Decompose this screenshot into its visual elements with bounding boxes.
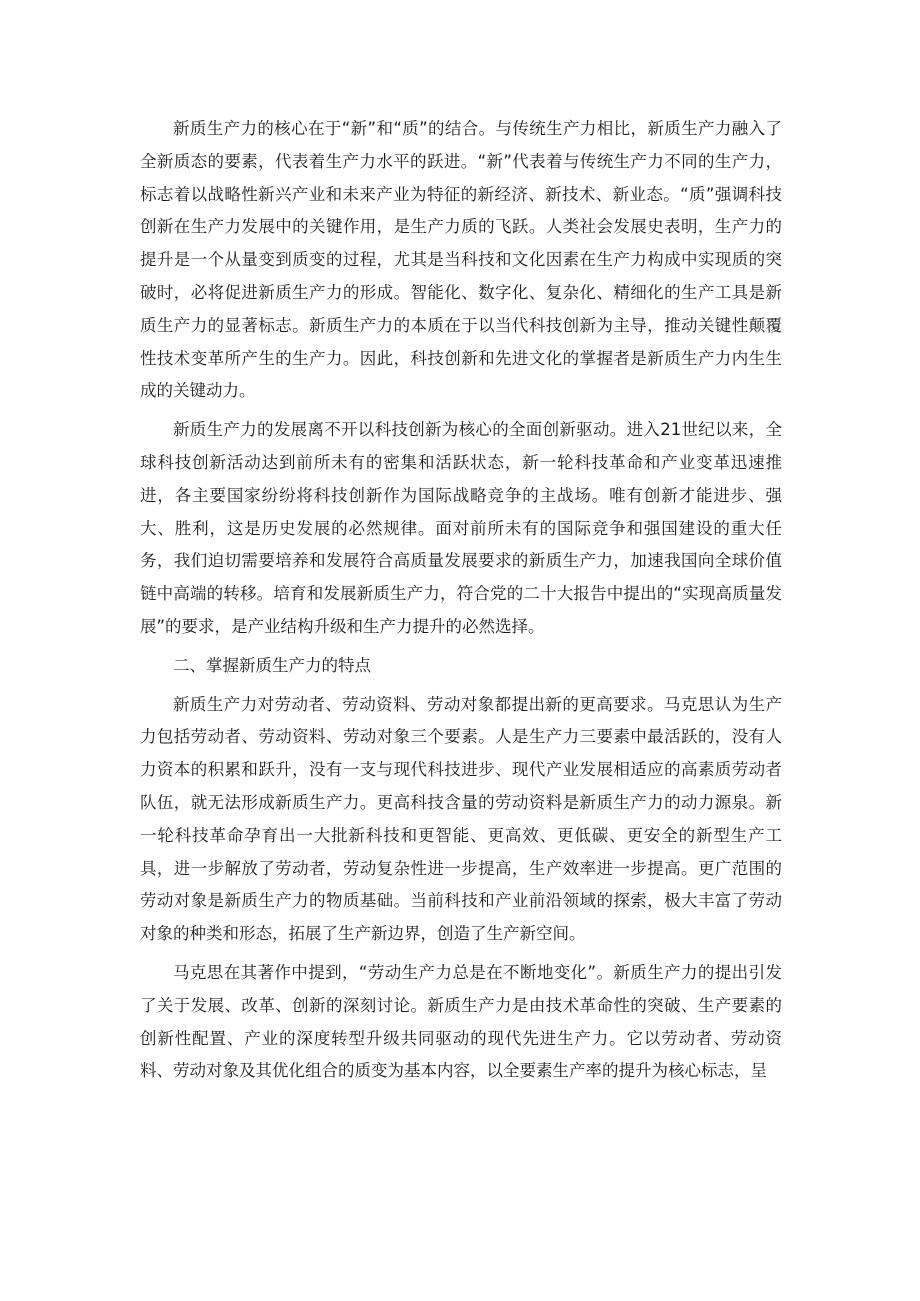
paragraph-labor-elements: 新质生产力对劳动者、劳动资料、劳动对象都提出新的更高要求。马克思认为生产力包括劳动者、劳动资料、劳动对象三个要素。人是生产力三要素中最活跃的，没有人力资本的积累和跃升，没有一支与现代科技进步、现代产业发展相适应的高素质劳动者队伍，就无法形成新质生产力。更高科技含量的劳动资料是新质生产力的动力源泉。新一轮科技革命孕育出一大批新科技和更智能、更高效、更低碳、更安全的新型生产工具，进一步解放了劳动者，劳动复杂性进一步提高，生产效率进一步提高。更广范围的劳动对象是新质生产力的物质基础。当前科技和产业前沿领域的探索，极大丰富了劳动对象的种类和形态，拓展了生产新边界，创造了生产新空间。 xyxy=(140,694,782,944)
paragraph-marx-quote: 马克思在其著作中提到，“劳动生产力总是在不断地变化”。新质生产力的提出引发了关于发展、改革、创新的深刻讨论。新质生产力是由技术革命性的突破、生产要素的创新性配置、产业的深度转型升级共同驱动的现代先进生产力。它以劳动者、劳动资料、劳动对象及其优化组合的质变为基本内容，以全要素生产率的提升为核心标志，呈 xyxy=(140,962,782,1081)
section-heading: 二、掌握新质生产力的特点 xyxy=(173,655,371,675)
document-body xyxy=(140,113,782,1094)
paragraph-core-meaning: 新质生产力的核心在于“新”和“质”的结合。与传统生产力相比，新质生产力融入了全新质态的要素，代表着生产力水平的跃进。“新”代表着与传统生产力不同的生产力，标志着以战略性新兴产业和未来产业为特征的新经济、新技术、新业态。“质”强调科技创新在生产力发展中的关键作用，是生产力质的飞跃。人类社会发展史表明，生产力的提升是一个从量变到质变的过程，尤其是当科技和文化因素在生产力构成中实现质的突破时，必将促进新质生产力的形成。智能化、数字化、复杂化、精细化的生产工具是新质生产力的显著标志。新质生产力的本质在于以当代科技创新为主导，推动关键性颠覆性技术变革所产生的生产力。因此，科技创新和先进文化的掌握者是新质生产力内生生成的关键动力。 xyxy=(140,119,782,401)
paragraph-innovation-drive: 新质生产力的发展离不开以科技创新为核心的全面创新驱动。进入21世纪以来，全球科技创新活动达到前所未有的密集和活跃状态，新一轮科技革命和产业变革迅速推进，各主要国家纷纷将科技创新作为国际战略竞争的主战场。唯有创新才能进步、强大、胜利，这是历史发展的必然规律。面对前所未有的国际竞争和强国建设的重大任务，我们迫切需要培养和发展符合高质量发展要求的新质生产力，加速我国向全球价值链中高端的转移。培育和发展新质生产力，符合党的二十大报告中提出的“实现高质量发展”的要求，是产业结构升级和生产力提升的必然选择。 xyxy=(140,420,782,636)
